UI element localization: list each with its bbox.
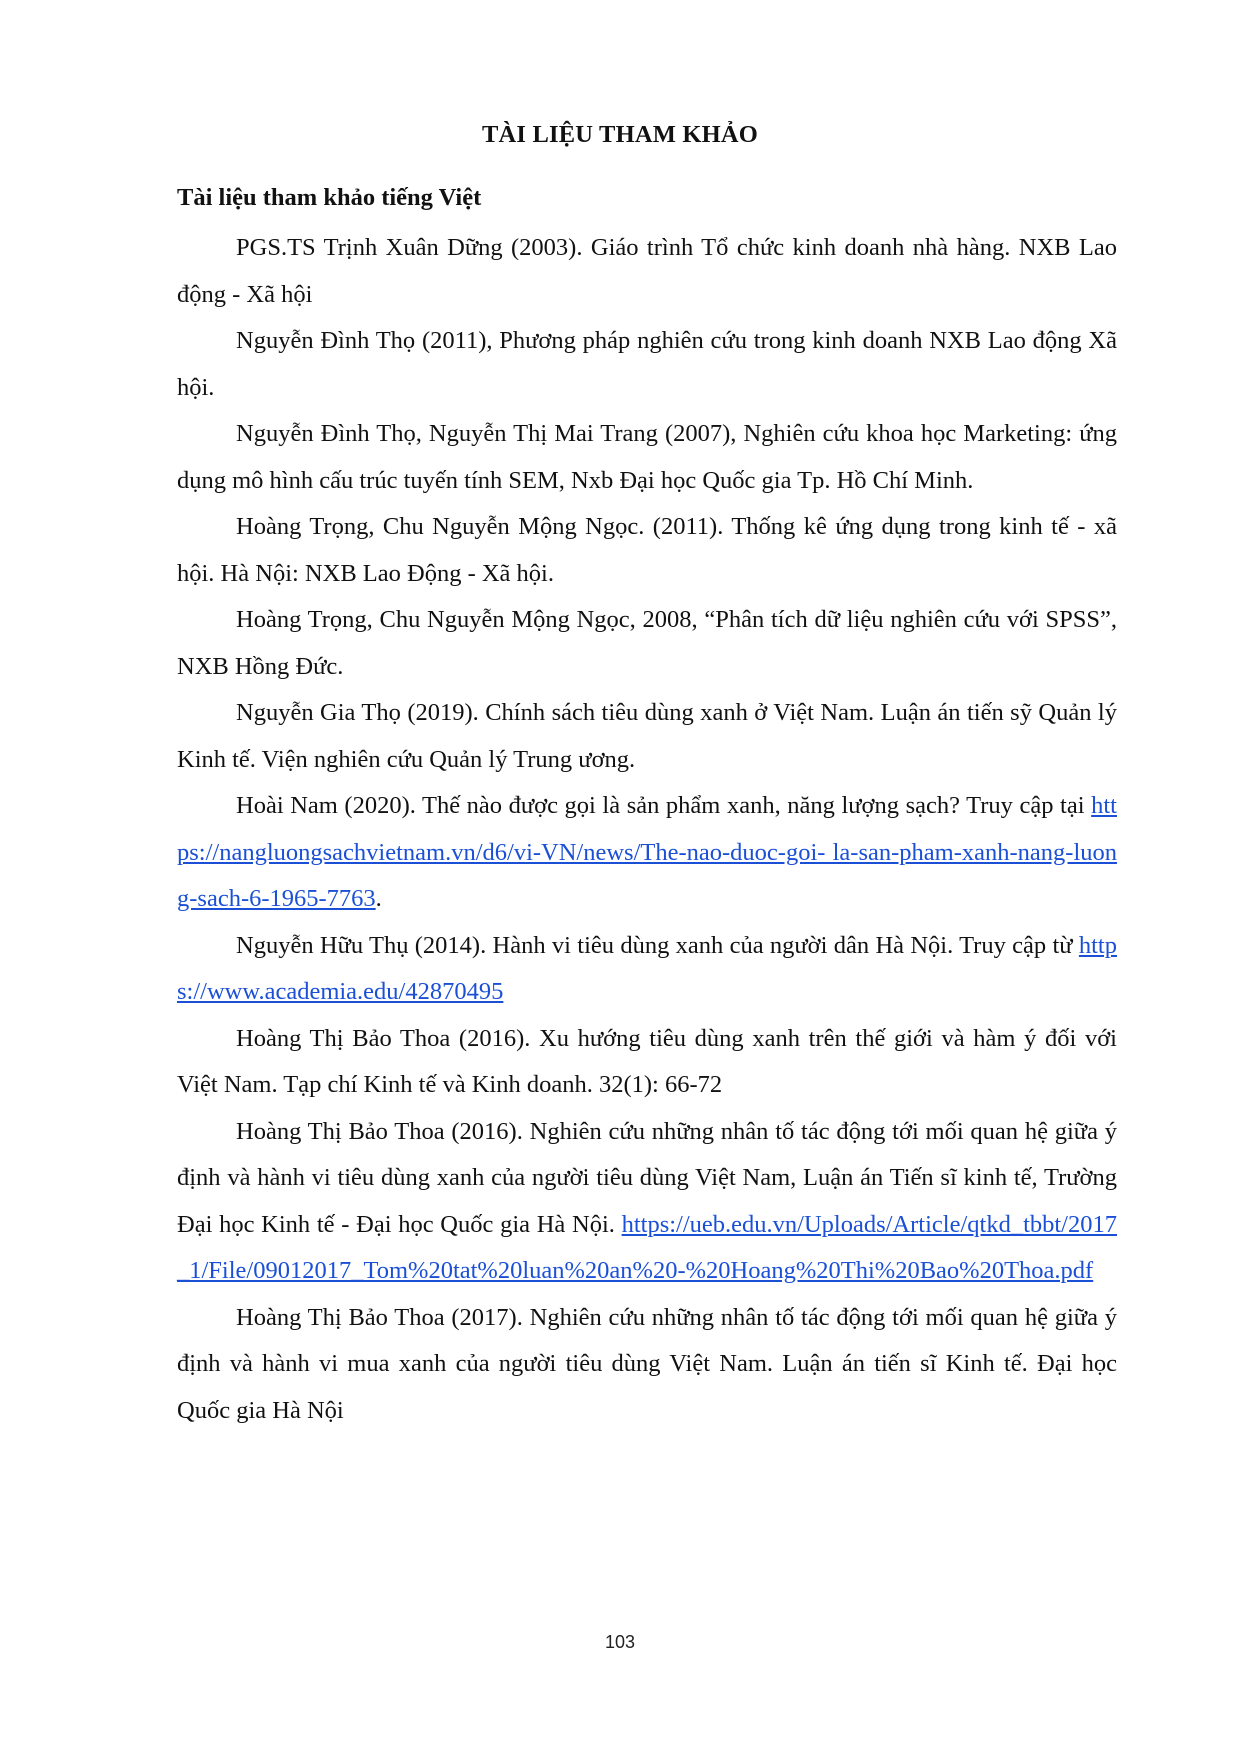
- reference-item: [177, 1016, 1117, 1109]
- reference-text: Nguyễn Hữu Thụ (2014). Hành vi tiêu dùng xanh của người dân Hà Nội. Truy cập từ: [236, 931, 1079, 959]
- reference-text: PGS.TS Trịnh Xuân Dững (2003). Giáo trình Tổ chức kinh doanh nhà hàng. NXB Lao động - Xã hội: [177, 234, 1117, 308]
- reference-link[interactable]: https://www.academia.edu/42870495: [177, 931, 1117, 1005]
- reference-item: [177, 783, 1117, 923]
- reference-item: [177, 504, 1117, 597]
- reference-link-suffix: .: [375, 885, 382, 912]
- reference-item: [177, 923, 1117, 1016]
- reference-item: [177, 318, 1117, 411]
- reference-text: Hoàng Thị Bảo Thoa (2017). Nghiên cứu những nhân tố tác động tới mối quan hệ giữa ý định và hành vi mua xanh của người tiêu dùng Việt Nam. Luận án tiến sĩ Kinh tế. Đại học Quốc gia Hà Nội: [177, 1303, 1117, 1424]
- reference-item: [177, 690, 1117, 783]
- reference-item: [177, 597, 1117, 690]
- section-heading: Tài liệu tham khảo tiếng Việt: [177, 184, 482, 211]
- reference-item: [177, 1109, 1117, 1295]
- reference-item: [177, 1295, 1117, 1435]
- reference-link[interactable]: https://ueb.edu.vn/Uploads/Article/qtkd_tbbt/2017_1/File/09012017_Tom%20tat%20luan%20an%20-%20Hoang%20Thi%20Bao%20Thoa.pdf: [177, 1210, 1117, 1284]
- page-title: TÀI LIỆU THAM KHẢO: [481, 121, 759, 148]
- reference-text: Hoài Nam (2020). Thế nào được gọi là sản phẩm xanh, năng lượng sạch? Truy cập tại: [236, 792, 1092, 819]
- reference-text: Nguyễn Đình Thọ, Nguyễn Thị Mai Trang (2007), Nghiên cứu khoa học Marketing: ứng dụng mô hình cấu trúc tuyến tính SEM, Nxb Đại học Quốc gia Tp. Hồ Chí Minh.: [177, 420, 1117, 494]
- reference-item: [177, 225, 1117, 318]
- reference-text: Nguyễn Gia Thọ (2019). Chính sách tiêu dùng xanh ở Việt Nam. Luận án tiến sỹ Quản lý Kinh tế. Viện nghiên cứu Quản lý Trung ương.: [177, 699, 1117, 773]
- reference-text: Hoàng Thị Bảo Thoa (2016). Xu hướng tiêu dùng xanh trên thế giới và hàm ý đối với Việt Nam. Tạp chí Kinh tế và Kinh doanh. 32(1): 66-72: [177, 1024, 1117, 1098]
- reference-text: Hoàng Trọng, Chu Nguyễn Mộng Ngọc, 2008, “Phân tích dữ liệu nghiên cứu với SPSS”, NXB Hồng Đức.: [177, 606, 1117, 680]
- reference-text: Nguyễn Đình Thọ (2011), Phương pháp nghiên cứu trong kinh doanh NXB Lao động Xã hội.: [177, 327, 1117, 401]
- reference-item: [177, 411, 1117, 504]
- reference-text: Hoàng Trọng, Chu Nguyễn Mộng Ngọc. (2011). Thống kê ứng dụng trong kinh tế - xã hội. Hà Nội: NXB Lao Động - Xã hội.: [177, 513, 1117, 587]
- reference-list: [177, 225, 1117, 1434]
- reference-text: Hoàng Thị Bảo Thoa (2016). Nghiên cứu những nhân tố tác động tới mối quan hệ giữa ý định và hành vi tiêu dùng xanh của người tiêu dùng Việt Nam, Luận án Tiến sĩ kinh tế, Trường Đại học Kinh tế - Đại học Quốc gia Hà Nội.: [177, 1117, 1117, 1238]
- page-number: 103: [604, 1632, 636, 1652]
- reference-link[interactable]: https://nangluongsachvietnam.vn/d6/vi-VN/news/The-nao-duoc-goi- la-san-pham-xanh-nang-luong-sach-6-1965-7763: [177, 792, 1117, 912]
